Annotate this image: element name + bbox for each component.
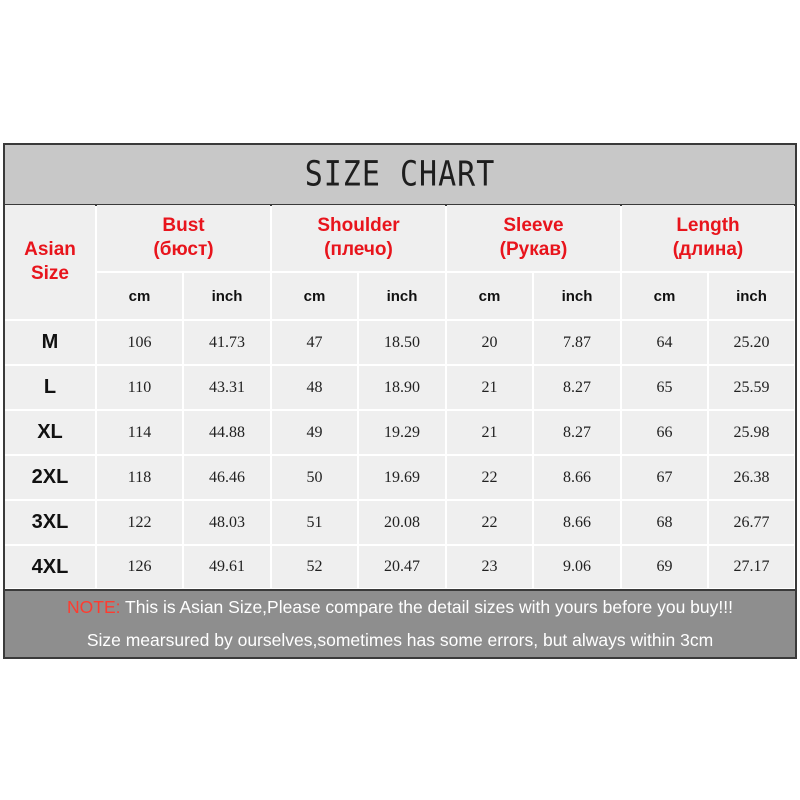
size-label-text: 3XL <box>31 511 69 533</box>
table-cell <box>97 456 182 499</box>
table-cell <box>97 501 182 544</box>
table-cell <box>184 411 270 454</box>
cell-value: 22 <box>481 513 498 531</box>
table-cell <box>97 366 182 409</box>
cell-value: 19.29 <box>384 423 420 441</box>
unit-label: cm <box>128 287 151 305</box>
table-cell <box>622 411 707 454</box>
cell-value: 64 <box>656 333 673 351</box>
cell-value: 68 <box>656 513 673 531</box>
footer-note <box>5 589 795 657</box>
cell-value: 23 <box>481 558 498 575</box>
cell-value: 8.27 <box>563 423 591 441</box>
cell-value: 25.59 <box>733 378 770 396</box>
table-cell <box>272 366 357 409</box>
table-cell <box>709 546 794 588</box>
cell-value: 50 <box>306 468 323 486</box>
header-shoulder <box>272 205 445 271</box>
unit-label: inch <box>211 287 243 305</box>
table-cell <box>97 546 182 588</box>
cell-value: 48 <box>306 378 323 396</box>
table-cell <box>447 456 532 499</box>
table-cell <box>359 366 445 409</box>
table-cell <box>622 546 707 588</box>
note-prefix: NOTE: <box>67 597 121 617</box>
cell-value: 21 <box>481 423 498 441</box>
measurement-russian-name: (плечо) <box>324 239 393 260</box>
table-cell <box>184 366 270 409</box>
size-label <box>5 366 95 409</box>
note-line-1 <box>5 597 795 618</box>
table-cell <box>97 411 182 454</box>
table-cell <box>709 456 794 499</box>
table-cell <box>272 501 357 544</box>
asian-size-header <box>5 205 95 319</box>
cell-value: 49.61 <box>209 558 245 575</box>
cell-value: 69 <box>656 558 673 575</box>
table-cell <box>359 321 445 364</box>
table-cell <box>622 456 707 499</box>
table-cell <box>359 456 445 499</box>
table-cell <box>622 321 707 364</box>
table-cell <box>97 321 182 364</box>
table-cell <box>184 546 270 588</box>
cell-value: 27.17 <box>733 558 770 575</box>
measurement-name: Bust <box>162 215 205 236</box>
unit-label: inch <box>561 287 593 305</box>
cell-value: 8.27 <box>563 378 591 396</box>
measurement-russian-name: (длина) <box>672 239 744 260</box>
size-label <box>5 456 95 499</box>
table-cell <box>447 546 532 588</box>
cell-value: 44.88 <box>209 423 245 441</box>
header-sleeve <box>447 205 620 271</box>
unit-header-cm <box>447 273 532 319</box>
unit-header-inch <box>534 273 620 319</box>
table-cell <box>622 501 707 544</box>
cell-value: 25.98 <box>733 423 770 441</box>
cell-value: 26.38 <box>733 468 770 486</box>
cell-value: 110 <box>127 378 152 396</box>
size-label <box>5 501 95 544</box>
measurement-name: Shoulder <box>317 215 400 236</box>
table-cell <box>447 321 532 364</box>
measurement-name: Length <box>676 215 740 236</box>
table-cell <box>359 501 445 544</box>
cell-value: 19.69 <box>384 468 420 486</box>
size-label <box>5 321 95 364</box>
cell-value: 43.31 <box>209 378 245 396</box>
cell-value: 66 <box>656 423 673 441</box>
table-cell <box>534 411 620 454</box>
table-cell <box>709 411 794 454</box>
unit-header-cm <box>622 273 707 319</box>
note-text-1: This is Asian Size,Please compare the detail sizes with yours before you buy!!! <box>120 597 733 617</box>
cell-value: 18.90 <box>384 378 420 396</box>
measurement-russian-name: (Рукав) <box>499 239 568 260</box>
table-cell <box>184 321 270 364</box>
cell-value: 41.73 <box>209 333 245 351</box>
cell-value: 20.08 <box>384 513 420 531</box>
size-label-text: M <box>41 331 59 353</box>
table-cell <box>622 366 707 409</box>
cell-value: 7.87 <box>563 333 591 351</box>
cell-value: 8.66 <box>563 513 591 531</box>
table-cell <box>534 501 620 544</box>
size-label <box>5 546 95 588</box>
cell-value: 22 <box>481 468 498 486</box>
table-cell <box>359 411 445 454</box>
cell-value: 46.46 <box>209 468 245 486</box>
title-bar <box>5 145 795 206</box>
cell-value: 118 <box>127 468 152 486</box>
cell-value: 47 <box>306 333 323 351</box>
header-bust <box>97 205 270 271</box>
unit-label: cm <box>653 287 676 305</box>
table-cell <box>709 321 794 364</box>
unit-label: cm <box>478 287 501 305</box>
table-cell <box>709 501 794 544</box>
cell-value: 65 <box>656 378 673 396</box>
cell-value: 25.20 <box>733 333 770 351</box>
table-cell <box>709 366 794 409</box>
cell-value: 49 <box>306 423 323 441</box>
size-label-text: 2XL <box>31 466 69 488</box>
size-label-text: 4XL <box>31 555 69 578</box>
cell-value: 67 <box>656 468 673 486</box>
table-cell <box>534 366 620 409</box>
cell-value: 114 <box>127 423 152 441</box>
cell-value: 106 <box>127 333 152 351</box>
cell-value: 122 <box>127 513 152 531</box>
corner-header-line: Asian <box>24 239 76 260</box>
unit-label: inch <box>386 287 418 305</box>
chart-title: SIZE CHART <box>304 154 496 195</box>
table-cell <box>447 501 532 544</box>
measurement-russian-name: (бюст) <box>153 239 214 260</box>
unit-header-inch <box>184 273 270 319</box>
corner-header-line: Size <box>30 263 70 284</box>
cell-value: 51 <box>306 513 323 531</box>
cell-value: 18.50 <box>384 333 420 351</box>
table-cell <box>534 546 620 588</box>
cell-value: 21 <box>481 378 498 396</box>
table-cell <box>447 366 532 409</box>
cell-value: 48.03 <box>209 513 245 531</box>
measurement-name: Sleeve <box>503 215 564 236</box>
table-cell <box>447 411 532 454</box>
cell-value: 8.66 <box>563 468 591 486</box>
cell-value: 20.47 <box>384 558 420 575</box>
table-cell <box>534 456 620 499</box>
table-cell <box>272 546 357 588</box>
table-cell <box>272 411 357 454</box>
table-cell <box>184 501 270 544</box>
unit-label: inch <box>736 287 767 305</box>
unit-header-inch <box>359 273 445 319</box>
unit-header-cm <box>272 273 357 319</box>
cell-value: 9.06 <box>563 558 591 575</box>
cell-value: 26.77 <box>733 513 770 531</box>
size-chart <box>3 143 797 659</box>
size-label-text: XL <box>37 421 63 443</box>
unit-header-inch <box>709 273 794 319</box>
table-cell <box>534 321 620 364</box>
table-cell <box>272 321 357 364</box>
size-label-text: L <box>43 376 57 398</box>
cell-value: 20 <box>481 333 498 351</box>
note-line-2: Size mearsured by ourselves,sometimes has some errors, but always within 3cm <box>86 630 714 650</box>
table-cell <box>184 456 270 499</box>
unit-header-cm <box>97 273 182 319</box>
header-length <box>622 205 794 271</box>
unit-label: cm <box>303 287 326 305</box>
cell-value: 52 <box>306 558 323 575</box>
table-cell <box>359 546 445 588</box>
cell-value: 126 <box>127 558 152 575</box>
table-cell <box>272 456 357 499</box>
size-label <box>5 411 95 454</box>
